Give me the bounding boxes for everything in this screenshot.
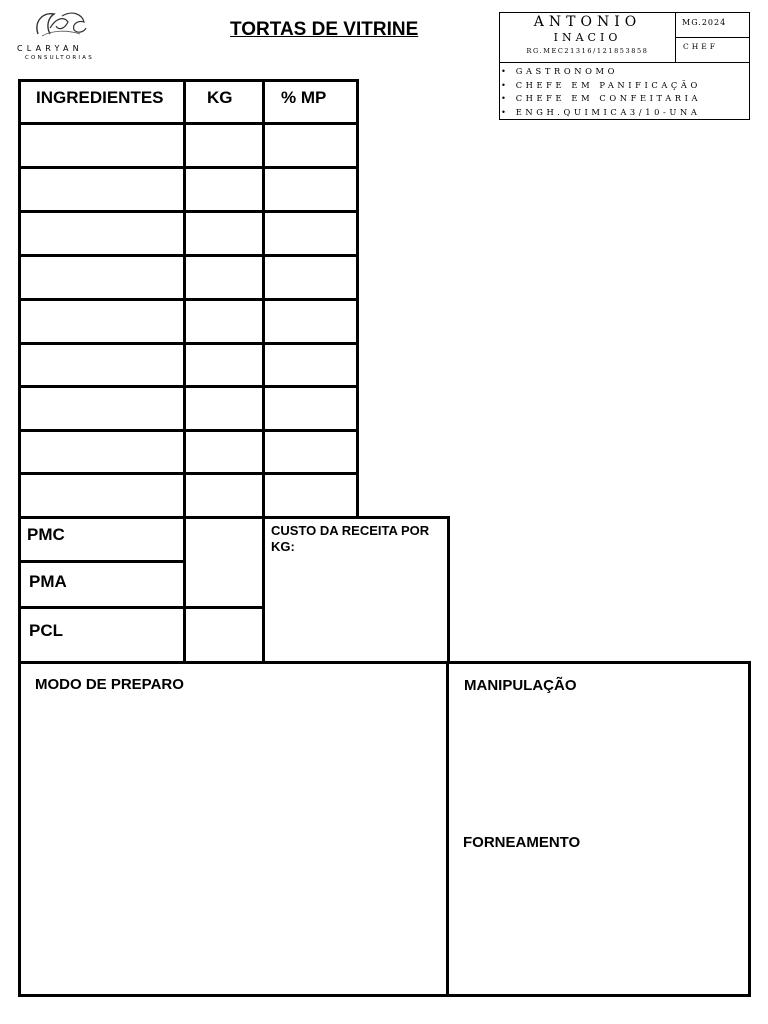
row-line	[18, 472, 359, 475]
chef-first-name: ANTONIO	[533, 14, 642, 30]
qualification-item: • GASTRONOMO	[501, 66, 618, 76]
header-ingredients: INGREDIENTES	[36, 88, 164, 107]
prep-method-label: MODO DE PREPARO	[35, 676, 184, 693]
row-line	[18, 385, 359, 388]
chef-state-year: MG.2024	[682, 18, 727, 27]
chef-registration: RG.MEC21316/121853858	[526, 47, 649, 55]
row-line	[18, 342, 359, 345]
qualification-item: • ENGH.QUIMICA3/10-UNA	[501, 106, 701, 117]
handling-label: MANIPULAÇÃO	[464, 677, 577, 694]
logo-script-mark	[28, 8, 90, 42]
qualification-item: • CHEFE EM CONFEITARIA	[501, 93, 702, 103]
row-line	[18, 560, 186, 563]
cost-box-border	[447, 516, 450, 664]
row-line	[18, 298, 359, 301]
recipe-cost-label: CUSTO DA RECEITA POR KG:	[271, 523, 430, 554]
chef-last-name: INACIO	[553, 31, 622, 44]
chef-qualifications	[501, 65, 701, 119]
pmc-label: PMC	[27, 525, 65, 544]
header-percent-mp: % MP	[281, 88, 327, 107]
section-divider	[446, 661, 449, 997]
bottom-sections-frame	[18, 661, 751, 997]
row-line	[18, 122, 359, 125]
row-line	[18, 79, 359, 82]
baking-label: FORNEAMENTO	[463, 834, 581, 851]
row-line	[18, 606, 262, 609]
row-line	[18, 210, 359, 213]
logo-company-name: CLARYAN	[17, 44, 83, 53]
chef-card	[499, 12, 750, 120]
row-line	[18, 429, 359, 432]
card-divider	[500, 62, 749, 63]
row-line	[18, 516, 450, 519]
header-kg: KG	[207, 88, 233, 107]
pma-label: PMA	[29, 572, 67, 591]
page-title: TORTAS DE VITRINE	[230, 19, 419, 40]
chef-role: CHEF	[683, 42, 718, 51]
row-line	[18, 166, 359, 169]
row-line	[18, 254, 359, 257]
card-divider	[675, 37, 750, 38]
logo-company-subtitle: CONSULTORIAS	[25, 55, 94, 61]
pcl-label: PCL	[29, 621, 63, 640]
qualification-item: • CHEFE EM PANIFICAÇÃO	[501, 79, 701, 90]
